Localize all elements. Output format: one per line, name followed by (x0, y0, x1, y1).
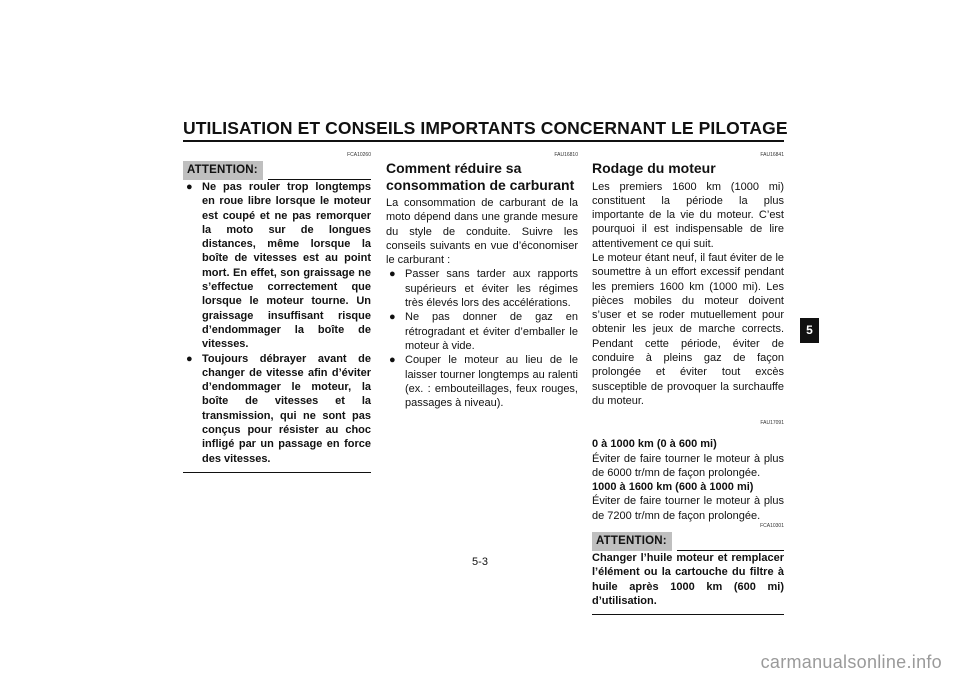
reference-code: FCA10260 (347, 152, 371, 158)
caution-header (183, 160, 371, 180)
reference-code: FCA10301 (760, 523, 784, 530)
page-number: 5-3 (472, 556, 488, 568)
caution-end-rule (183, 472, 371, 473)
paragraph: Le moteur étant neuf, il faut éviter de le soumettre à un effort excessif pendant les premiers 1600 km (1000 mi). Les pièces mobiles du moteur doivent s’user et se roder mutuellement pour obtenir les jeux de marche corrects. Pendant cette période, éviter de conduire à pleins gaz de façon prolongée et éviter tout excès susceptible de provoquer la surchauffe du moteur. (592, 251, 784, 407)
tips-list (386, 267, 578, 410)
caution-text: Changer l’huile moteur et remplacer l’élément ou la cartouche du filtre à huile après 1000 km (600 mi) d’utilisation. (592, 552, 784, 607)
page-title: UTILISATION ET CONSEILS IMPORTANTS CONCERNANT LE PILOTAGE (183, 118, 788, 138)
caution-end-rule (592, 614, 784, 615)
reference-code: FAU17091 (760, 420, 784, 427)
caution-header (592, 531, 784, 551)
paragraph: Éviter de faire tourner le moteur à plus de 7200 tr/mn de façon prolongée. (592, 495, 784, 522)
list-item: ● Toujours débrayer avant de changer de vitesse afin d’éviter d’endommager le moteur, la boîte de vitesses et la transmission, qui ne sont pas conçus pour résister au choc infligé par un passage en force des vitesses. (183, 352, 371, 466)
list-item: ● Ne pas rouler trop longtemps en roue libre lorsque le moteur est coupé et ne pas remorquer la moto sur de longues distances, même lorsque la boîte de vitesses est au point mort. En effet, son graissage ne s’effectue correctement que lorsque le moteur tourne. Un graissage insuffisant risque d’endommager la boîte de vitesses. (183, 180, 371, 352)
list-item: ● Passer sans tarder aux rapports supérieurs et éviter les régimes très élevés lors des accélérations. (386, 267, 578, 310)
reference-code: FAU16810 (554, 152, 578, 158)
paragraph: Éviter de faire tourner le moteur à plus de 6000 tr/mn de façon prolongée. (592, 452, 784, 479)
list-item: ● Couper le moteur au lieu de le laisser tourner longtemps au ralenti (ex. : embouteillages, feux rouges, passages à niveau). (386, 353, 578, 410)
section-title: Comment réduire sa consommation de carburant (386, 160, 575, 193)
section-title: Rodage du moteur (592, 160, 716, 176)
paragraph: Les premiers 1600 km (1000 mi) constituent la période la plus importante de la vie du moteur. C’est pourquoi il est indispensable de lire attentivement ce qui suit. (592, 180, 784, 250)
column-left (183, 152, 371, 473)
header-rule (183, 140, 784, 142)
caution-bullet-list (183, 180, 371, 466)
column-right (592, 152, 784, 615)
caution-badge: ATTENTION: (592, 532, 672, 551)
subheading: 0 à 1000 km (0 à 600 mi) (592, 438, 717, 451)
reference-code: FAU16841 (760, 152, 784, 158)
watermark: carmanualsonline.info (760, 652, 942, 672)
column-middle (386, 152, 578, 410)
subheading: 1000 à 1600 km (600 à 1000 mi) (592, 481, 754, 494)
section-intro: La consommation de carburant de la moto dépend dans une grande mesure du style de conduite. Suivre les conseils suivants en vue d’économiser le carburant : (386, 197, 578, 267)
chapter-tab: 5 (800, 318, 819, 343)
list-item: ● Ne pas donner de gaz en rétrogradant et éviter d’emballer le moteur à vide. (386, 310, 578, 353)
caution-badge: ATTENTION: (183, 161, 263, 180)
